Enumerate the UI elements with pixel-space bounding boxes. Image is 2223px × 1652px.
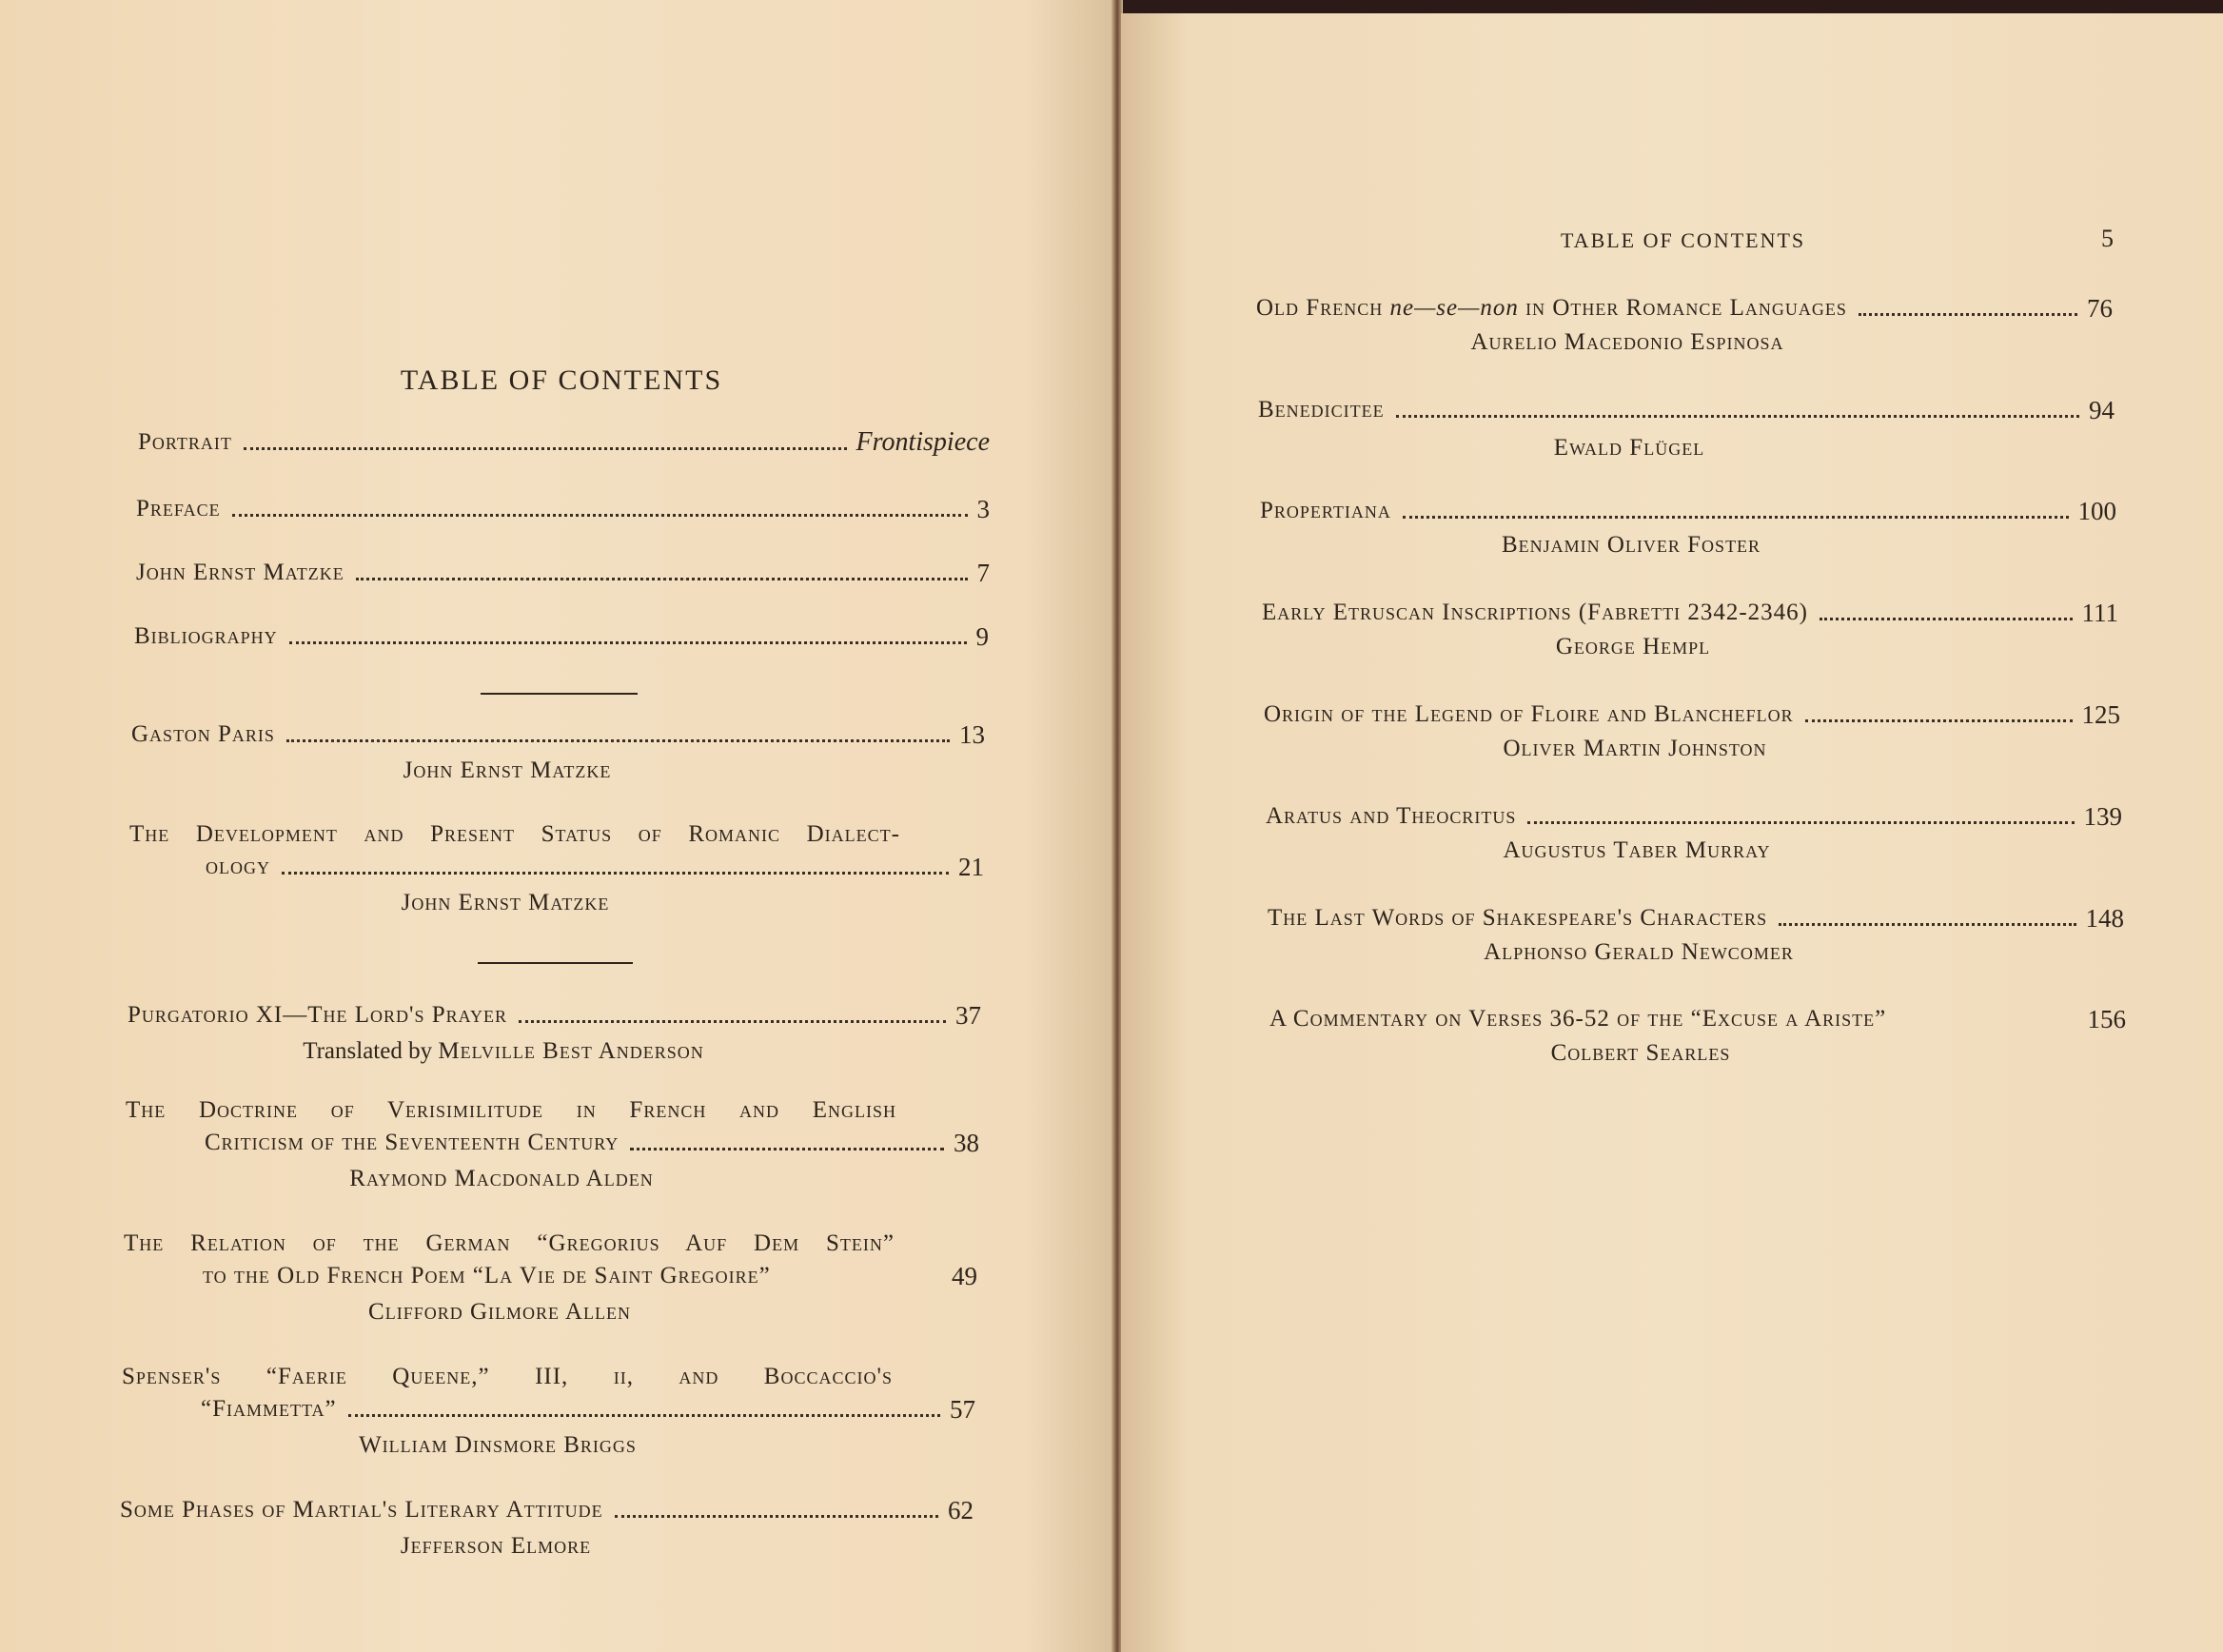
toc-entry-benedicitee[interactable] bbox=[1258, 394, 2115, 464]
leader-dots bbox=[1779, 923, 2075, 926]
entry-title: to the Old French Poem “La Vie de Saint Gregoire” bbox=[203, 1263, 771, 1288]
entry-page: 62 bbox=[948, 1496, 974, 1524]
toc-entry-gregorius[interactable] bbox=[124, 1228, 977, 1328]
leader-dots bbox=[1403, 516, 2069, 519]
entry-title-line1: The Doctrine of Verisimilitude in French and English bbox=[126, 1097, 896, 1123]
entry-author: Jefferson Elmore bbox=[400, 1533, 592, 1559]
entry-page: 38 bbox=[954, 1129, 979, 1157]
translator-prefix: Translated by bbox=[303, 1038, 433, 1064]
entry-title: A Commentary on Verses 36-52 of the “Excuse a Ariste” bbox=[1269, 1006, 1887, 1032]
entry-title: Old French ne—se—non in Other Romance Languages bbox=[1256, 295, 1847, 321]
entry-page: 13 bbox=[959, 720, 985, 749]
entry-title: Propertiana bbox=[1260, 498, 1391, 523]
toc-entry-gaston-paris[interactable] bbox=[131, 718, 985, 787]
leader-dots bbox=[1820, 618, 2073, 620]
entry-title: The Last Words of Shakespeare's Characters bbox=[1268, 905, 1768, 931]
entry-page: 100 bbox=[2077, 497, 2116, 525]
toc-entry-romanic-dialectology[interactable] bbox=[129, 818, 984, 919]
leader-dots bbox=[356, 578, 968, 580]
entry-author: Alphonso Gerald Newcomer bbox=[1484, 939, 1794, 965]
entry-page: 94 bbox=[2089, 396, 2115, 424]
leader-dots bbox=[615, 1515, 938, 1518]
right-page bbox=[1121, 13, 2223, 1652]
section-divider bbox=[478, 962, 633, 964]
toc-entry-floire[interactable] bbox=[1264, 698, 2120, 765]
leader-dots bbox=[1859, 313, 2077, 316]
entry-author: Oliver Martin Johnston bbox=[1503, 736, 1767, 761]
toc-entry-preface[interactable] bbox=[136, 493, 990, 525]
toc-entry-aratus[interactable] bbox=[1266, 800, 2122, 867]
entry-author: John Ernst Matzke bbox=[403, 757, 612, 783]
toc-entry-old-french[interactable] bbox=[1256, 292, 2113, 359]
entry-page: 49 bbox=[952, 1262, 977, 1290]
entry-title-line1: Spenser's “Faerie Queene,” III, ii, and Boccaccio's bbox=[122, 1364, 893, 1389]
toc-entry-verisimilitude[interactable] bbox=[126, 1094, 979, 1195]
toc-heading: TABLE OF CONTENTS bbox=[400, 364, 723, 396]
entry-title-line1: The Development and Present Status of Romanic Dialect- bbox=[129, 821, 900, 847]
entry-page: 125 bbox=[2081, 700, 2120, 729]
entry-title: Benedicitee bbox=[1258, 397, 1385, 423]
entry-title: Criticism of the Seventeenth Century bbox=[205, 1130, 620, 1155]
entry-author: John Ernst Matzke bbox=[401, 890, 610, 915]
toc-entry-etruscan[interactable] bbox=[1262, 597, 2118, 663]
leader-dots bbox=[289, 641, 967, 644]
entry-title: Bibliography bbox=[134, 623, 278, 649]
entry-title: Purgatorio XI—The Lord's Prayer bbox=[128, 1002, 508, 1028]
leader-dots bbox=[282, 872, 949, 875]
entry-page: 9 bbox=[975, 622, 989, 651]
toc-entry-portrait[interactable] bbox=[138, 426, 990, 459]
entry-author: William Dinsmore Briggs bbox=[359, 1432, 637, 1458]
entry-author: Ewald Flügel bbox=[1553, 435, 1705, 461]
entry-page: 7 bbox=[976, 559, 990, 587]
entry-title: Gaston Paris bbox=[131, 721, 275, 747]
leader-dots bbox=[244, 447, 847, 450]
entry-page: 76 bbox=[2087, 294, 2113, 323]
section-divider bbox=[481, 693, 638, 695]
leader-dots bbox=[232, 514, 968, 517]
entry-page: 111 bbox=[2081, 599, 2118, 627]
toc-entry-purgatorio[interactable] bbox=[128, 999, 981, 1068]
toc-entry-matzke[interactable] bbox=[136, 557, 990, 589]
entry-page: 139 bbox=[2083, 802, 2122, 831]
entry-author: Benjamin Oliver Foster bbox=[1501, 532, 1761, 558]
page-number: 5 bbox=[2101, 225, 2115, 252]
toc-entry-bibliography[interactable] bbox=[134, 620, 989, 653]
entry-author: Melville Best Anderson bbox=[438, 1038, 704, 1064]
toc-entry-excuse-ariste[interactable] bbox=[1269, 1003, 2126, 1070]
entry-title: Some Phases of Martial's Literary Attitude bbox=[120, 1497, 603, 1523]
entry-author-line bbox=[128, 1035, 879, 1068]
entry-author: Clifford Gilmore Allen bbox=[368, 1299, 631, 1325]
entry-title-line1: The Relation of the German “Gregorius Auf Dem Stein” bbox=[124, 1230, 895, 1256]
entry-page: 57 bbox=[950, 1395, 975, 1424]
entry-author: George Hempl bbox=[1555, 634, 1711, 659]
toc-entry-propertiana[interactable] bbox=[1260, 495, 2116, 561]
leader-dots bbox=[1805, 719, 2073, 722]
entry-author: Raymond Macdonald Alden bbox=[349, 1166, 654, 1191]
leader-dots bbox=[1396, 415, 2079, 418]
leader-dots bbox=[286, 739, 950, 742]
toc-entry-shakespeare[interactable] bbox=[1268, 902, 2124, 969]
entry-page: 3 bbox=[976, 495, 990, 523]
entry-title: Aratus and Theocritus bbox=[1266, 803, 1517, 829]
entry-title: ology bbox=[206, 854, 270, 879]
leader-dots bbox=[1527, 821, 2074, 824]
entry-title: Portrait bbox=[138, 429, 232, 455]
toc-entry-martial[interactable] bbox=[120, 1494, 974, 1563]
entry-page: Frontispiece bbox=[856, 427, 990, 457]
entry-author: Augustus Taber Murray bbox=[1503, 837, 1771, 863]
entry-title: Early Etruscan Inscriptions (Fabretti 2342-2346) bbox=[1262, 600, 1808, 625]
leader-dots bbox=[630, 1148, 944, 1150]
entry-author: Aurelio Macedonio Espinosa bbox=[1470, 329, 1784, 355]
entry-title: Preface bbox=[136, 496, 221, 521]
entry-title: “Fiammetta” bbox=[201, 1396, 337, 1422]
entry-page: 37 bbox=[955, 1001, 981, 1030]
running-head: TABLE OF CONTENTS bbox=[1561, 228, 1806, 252]
entry-author: Colbert Searles bbox=[1550, 1040, 1731, 1066]
leader-dots bbox=[348, 1414, 940, 1417]
leader-dots bbox=[519, 1020, 946, 1023]
entry-page: 156 bbox=[2087, 1005, 2126, 1033]
entry-page: 148 bbox=[2085, 904, 2124, 933]
entry-page: 21 bbox=[958, 853, 984, 881]
toc-entry-spenser[interactable] bbox=[122, 1361, 975, 1462]
entry-title: Origin of the Legend of Floire and Blancheflor bbox=[1264, 701, 1794, 727]
entry-title: John Ernst Matzke bbox=[136, 560, 344, 585]
